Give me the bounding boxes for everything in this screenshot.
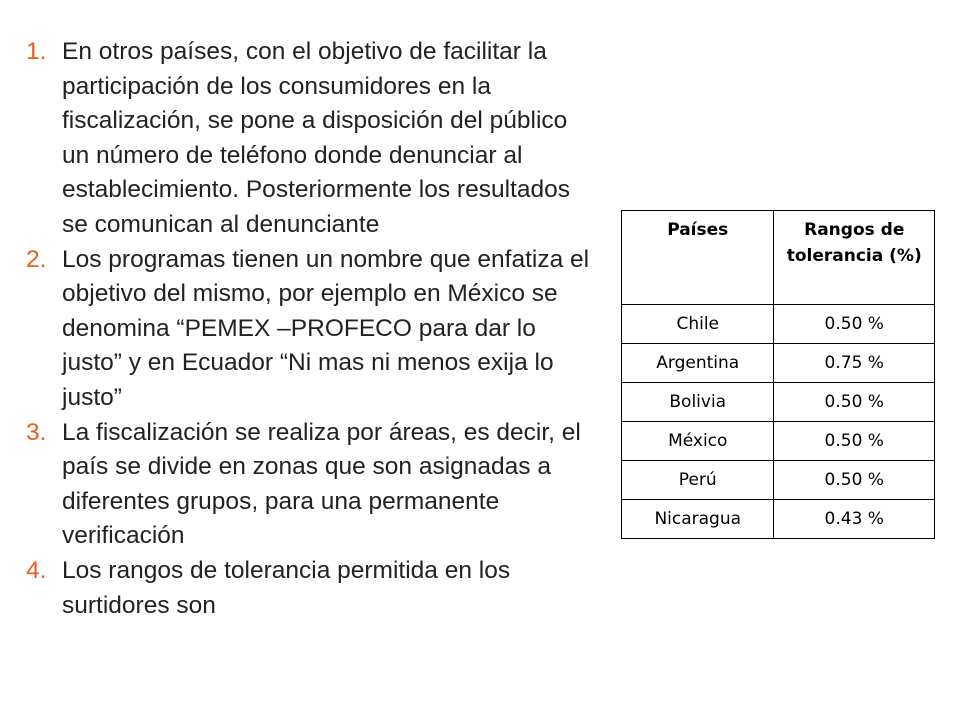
table-row (622, 422, 935, 461)
header-tolerance-range: Rangos de tolerancia (%) (774, 211, 935, 305)
country-cell: Perú (622, 461, 774, 500)
tolerance-cell: 0.50 % (774, 422, 935, 461)
tolerance-cell: 0.43 % (774, 500, 935, 539)
list-number: 4. (26, 556, 47, 584)
list-item-4 (26, 554, 596, 623)
list-item-text: Los rangos de tolerancia permitida en los surtidores son (62, 556, 511, 619)
header-countries: Países (622, 211, 774, 305)
country-cell: Argentina (622, 344, 774, 383)
numbered-list (26, 35, 596, 623)
country-cell: Bolivia (622, 383, 774, 422)
tolerance-cell: 0.50 % (774, 305, 935, 344)
list-item-text: En otros países, con el objetivo de facilitar la participación de los consumidores en la fiscalización, se pone a disposición del público un número de teléfono donde denunciar al establecimiento. Posteriormente los resultados se comunican al denunciante (62, 38, 570, 238)
tolerance-table (621, 210, 935, 539)
list-number: 2. (26, 245, 47, 273)
list-item-1 (26, 35, 596, 243)
list-item-3 (26, 416, 596, 554)
table-row (622, 344, 935, 383)
list-item-2 (26, 243, 596, 416)
country-cell: Nicaragua (622, 500, 774, 539)
table-row (622, 500, 935, 539)
tolerance-cell: 0.50 % (774, 383, 935, 422)
table-row (622, 383, 935, 422)
table-row (622, 461, 935, 500)
country-cell: Chile (622, 305, 774, 344)
tolerance-cell: 0.75 % (774, 344, 935, 383)
table-header-row (622, 211, 935, 305)
country-cell: México (622, 422, 774, 461)
list-item-text: Los programas tienen un nombre que enfatiza el objetivo del mismo, por ejemplo en México se denomina “PEMEX –PROFECO para dar lo justo” y en Ecuador “Ni mas ni menos exija lo justo” (62, 245, 590, 411)
list-number: 1. (26, 38, 47, 65)
list-item-text: La fiscalización se realiza por áreas, es decir, el país se divide en zonas que son asignadas a diferentes grupos, para una permanente verificación (62, 418, 581, 550)
tolerance-cell: 0.50 % (774, 461, 935, 500)
table-row (622, 305, 935, 344)
list-number: 3. (26, 418, 47, 446)
